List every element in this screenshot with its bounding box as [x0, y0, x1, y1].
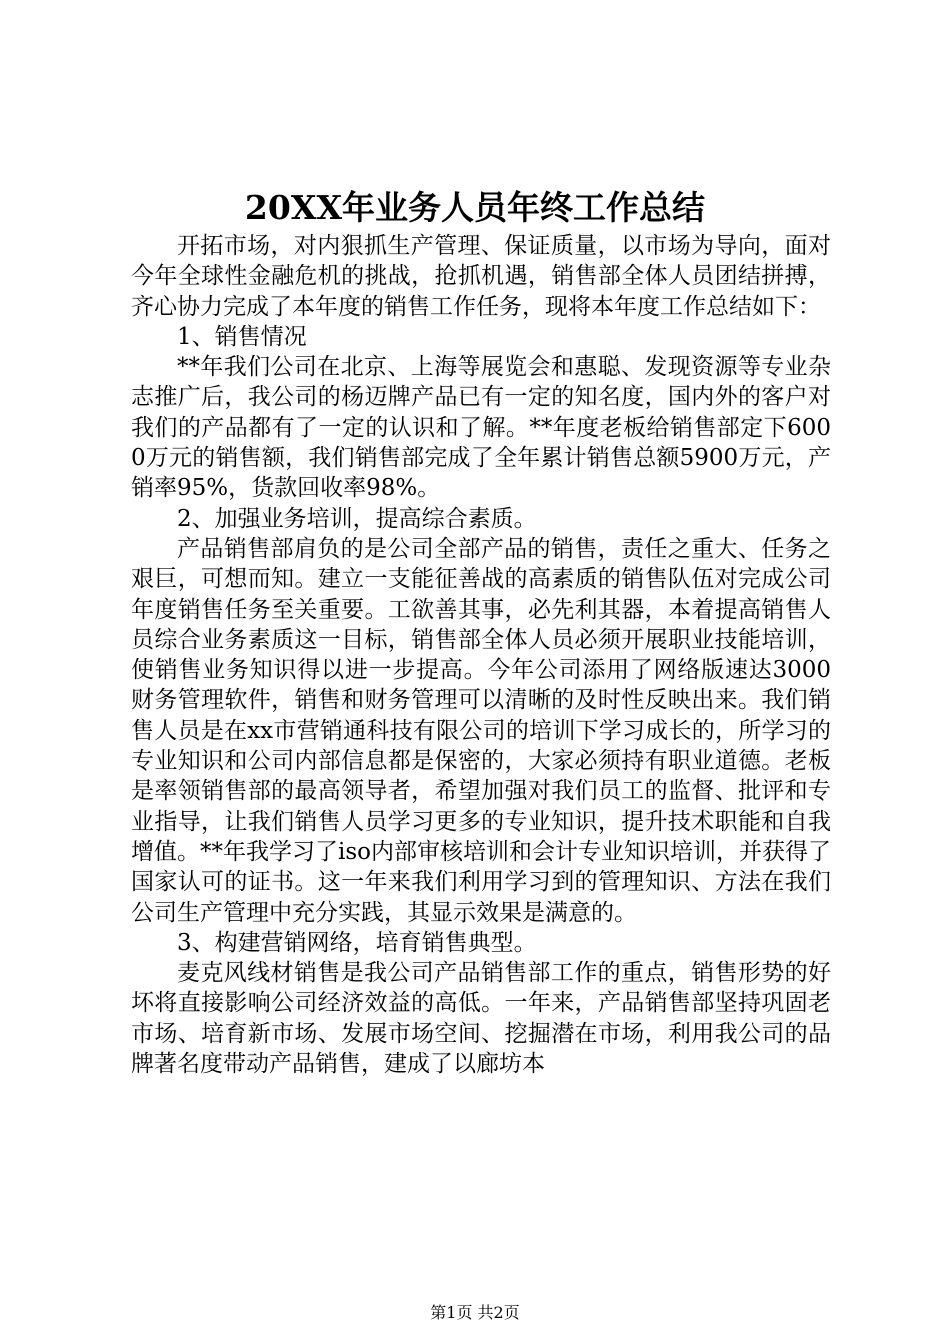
document-body: [131, 231, 831, 1079]
section-heading-network: 3、构建营销网络，培育销售典型。: [177, 929, 537, 956]
intro-paragraph: 开拓市场，对内狠抓生产管理、保证质量，以市场为导向，面对今年全球性金融危机的挑战，抢抓机遇，销售部全体人员团结拼搏，齐心协力完成了本年度的销售工作任务，现将本年度工作总结如下：: [131, 233, 831, 320]
section-heading-training: 2、加强业务培训，提高综合素质。: [177, 505, 537, 532]
training-paragraph: 产品销售部肩负的是公司全部产品的销售，责任之重大、任务之艰巨，可想而知。建立一支能征善战的高素质的销售队伍对完成公司年度销售任务至关重要。工欲善其事，必先利其器，本着提高销售人员综合业务素质这一目标，销售部全体人员必须开展职业技能培训，使销售业务知识得以进一步提高。今年公司添用了网络版速达3000财务管理软件，销售和财务管理可以清晰的及时性反映出来。我们销售人员是在xx市营销通科技有限公司的培训下学习成长的，所学习的专业知识和公司内部信息都是保密的，大家必须持有职业道德。老板是率领销售部的最高领导者，希望加强对我们员工的监督、批评和专业指导，让我们销售人员学习更多的专业知识，提升技术职能和自我增值。**年我学习了iso内部审核培训和会计专业知识培训，并获得了国家认可的证书。这一年来我们利用学习到的管理知识、方法在我们公司生产管理中充分实践，其显示效果是满意的。: [131, 535, 832, 926]
document-title: 20XX年业务人员年终工作总结: [244, 188, 706, 227]
network-paragraph: 麦克风线材销售是我公司产品销售部工作的重点，销售形势的好坏将直接影响公司经济效益的高低。一年来，产品销售部坚持巩固老市场、培育新市场、发展市场空间、挖掘潜在市场，利用我公司的品牌著名度带动产品销售，建成了以廊坊本: [131, 960, 831, 1078]
section-heading-sales: 1、销售情况: [177, 323, 307, 350]
sales-paragraph: **年我们公司在北京、上海等展览会和惠聪、发现资源等专业杂志推广后，我公司的杨迈牌产品已有一定的知名度，国内外的客户对我们的产品都有了一定的认识和了解。**年度老板给销售部定下6000万元的销售额，我们销售部完成了全年累计销售总额5900万元，产销率95%，货款回收率98%。: [131, 354, 831, 502]
page-number-footer: 第1页 共2页: [430, 1303, 520, 1322]
